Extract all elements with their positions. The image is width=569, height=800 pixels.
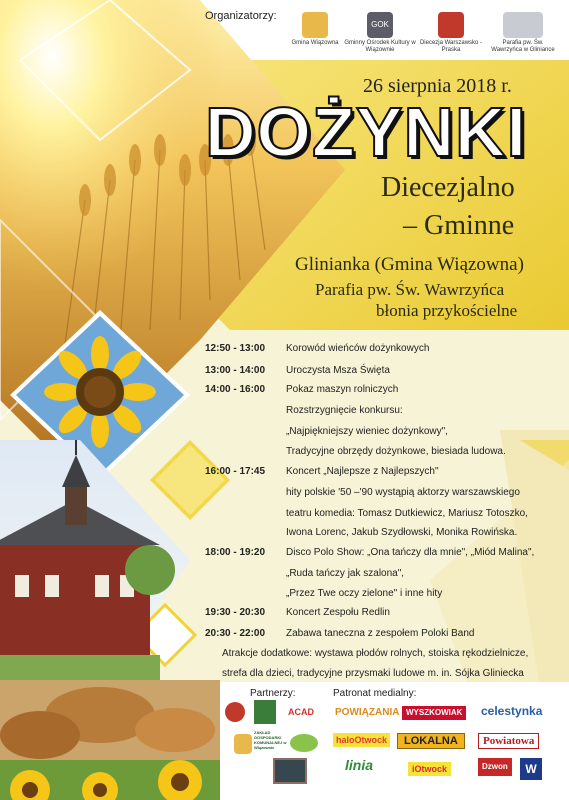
schedule-row-text: „Najpiękniejszy wieniec dożynkowy", bbox=[286, 426, 448, 437]
crest-icon bbox=[225, 702, 245, 722]
organizer-gok: GOK Gminny Ośrodek Kultury w Wiązownie bbox=[340, 12, 420, 54]
media-logo: LOKALNA bbox=[397, 733, 465, 749]
schedule-row-text: Iwona Lorenc, Jakub Szydłowski, Monika Rowińska. bbox=[286, 527, 518, 538]
gmina-crest-icon bbox=[302, 12, 328, 38]
schedule-row-text: Tradycyjne obrzędy dożynkowe, biesiada ludowa. bbox=[286, 446, 506, 457]
event-place-line2: Parafia pw. Św. Wawrzyńca bbox=[315, 280, 505, 299]
schedule-row-text: Rozstrzygnięcie konkursu: bbox=[286, 405, 403, 416]
schedule-row-text: Atrakcje dodatkowe: wystawa płodów rolnych, stoiska rękodzielnicze, bbox=[222, 648, 529, 659]
partners-label: Partnerzy: bbox=[250, 688, 296, 699]
organizer-parafia: Parafia pw. Św. Wawrzyńca w Gliniance bbox=[487, 12, 559, 54]
event-place-line1: Glinianka (Gmina Wiązowna) bbox=[295, 254, 524, 275]
zgk-logo: ZAKŁAD GOSPODARKI KOMUNALNEJ w Wiązownie bbox=[254, 730, 287, 750]
organizers-label: Organizatorzy: bbox=[205, 10, 277, 22]
schedule-row-text: hity polskie '50 –'90 wystąpią aktorzy warszawskiego bbox=[286, 487, 520, 498]
organizer-diecezja: Diecezja Warszawsko - Praska bbox=[416, 12, 486, 54]
schedule-row-text: Uroczysta Msza Święta bbox=[286, 365, 390, 376]
schedule-row: 14:00 - 16:00 bbox=[205, 384, 266, 395]
media-logo: Dzwon bbox=[478, 758, 512, 776]
event-subtitle-line2: – Gminne bbox=[403, 210, 515, 241]
schedule-row: 19:30 - 20:30 bbox=[205, 607, 266, 618]
schedule-row-text: Zabawa taneczna z zespołem Poloki Band bbox=[286, 628, 475, 639]
hands-logo-icon bbox=[254, 700, 276, 724]
organizer-gmina: Gmina Wiązowna bbox=[280, 12, 350, 47]
event-title: DOŻYNKI bbox=[205, 93, 527, 171]
media-logo: celestynka bbox=[481, 704, 543, 718]
gok-logo-icon: GOK bbox=[367, 12, 393, 38]
media-logo: POWIĄZANIA bbox=[335, 707, 400, 718]
schedule-row-text: teatru komedia: Tomasz Dutkiewicz, Mariusz Totoszko, bbox=[286, 508, 528, 519]
media-logo: W bbox=[520, 758, 542, 780]
schedule-row-text: strefa dla dzieci, tradycyjne przysmaki ludowe m. in. Sójka Gliniecka bbox=[222, 668, 524, 679]
tractor-logo-icon bbox=[290, 734, 318, 752]
schedule-row-text: Disco Polo Show: „Ona tańczy dla mnie", „Miód Malina", bbox=[286, 547, 535, 558]
church-icon bbox=[503, 12, 543, 38]
schedule-row-text: Koncert Zespołu Redlin bbox=[286, 607, 390, 618]
event-subtitle-line1: Diecezjalno bbox=[381, 172, 515, 203]
schedule-row: 18:00 - 19:20 bbox=[205, 547, 266, 558]
diocese-crest-icon bbox=[438, 12, 464, 38]
event-place-line3: błonia przykościelne bbox=[376, 301, 518, 320]
schedule-row-text: „Ruda tańczy jak szalona", bbox=[286, 568, 405, 579]
event-date: 26 sierpnia 2018 r. bbox=[363, 75, 512, 97]
media-label: Patronat medialny: bbox=[333, 688, 417, 699]
media-logo: haloOtwock bbox=[333, 733, 390, 747]
media-logo: Powiatowa bbox=[478, 733, 539, 749]
schedule-row-text: „Przez Twe oczy zielone" i inne hity bbox=[286, 588, 443, 599]
schedule-row-text: Korowód wieńców dożynkowych bbox=[286, 343, 430, 354]
acad-logo: ACAD bbox=[288, 707, 314, 717]
media-logo: linia bbox=[345, 757, 374, 773]
schedule-row: 20:30 - 22:00 bbox=[205, 628, 266, 639]
crest-icon bbox=[234, 734, 252, 754]
media-logo: WYSZKOWIAK bbox=[402, 706, 466, 720]
badge-logo-icon bbox=[273, 758, 307, 784]
schedule-row: 16:00 - 17:45 bbox=[205, 466, 266, 477]
schedule-row: 13:00 - 14:00 bbox=[205, 365, 266, 376]
media-logo: iOtwock bbox=[408, 762, 451, 776]
schedule-row-text: Pokaz maszyn rolniczych bbox=[286, 384, 399, 395]
schedule-row-text: Koncert „Najlepsze z Najlepszych" bbox=[286, 466, 439, 477]
schedule-row: 12:50 - 13:00 bbox=[205, 343, 266, 354]
